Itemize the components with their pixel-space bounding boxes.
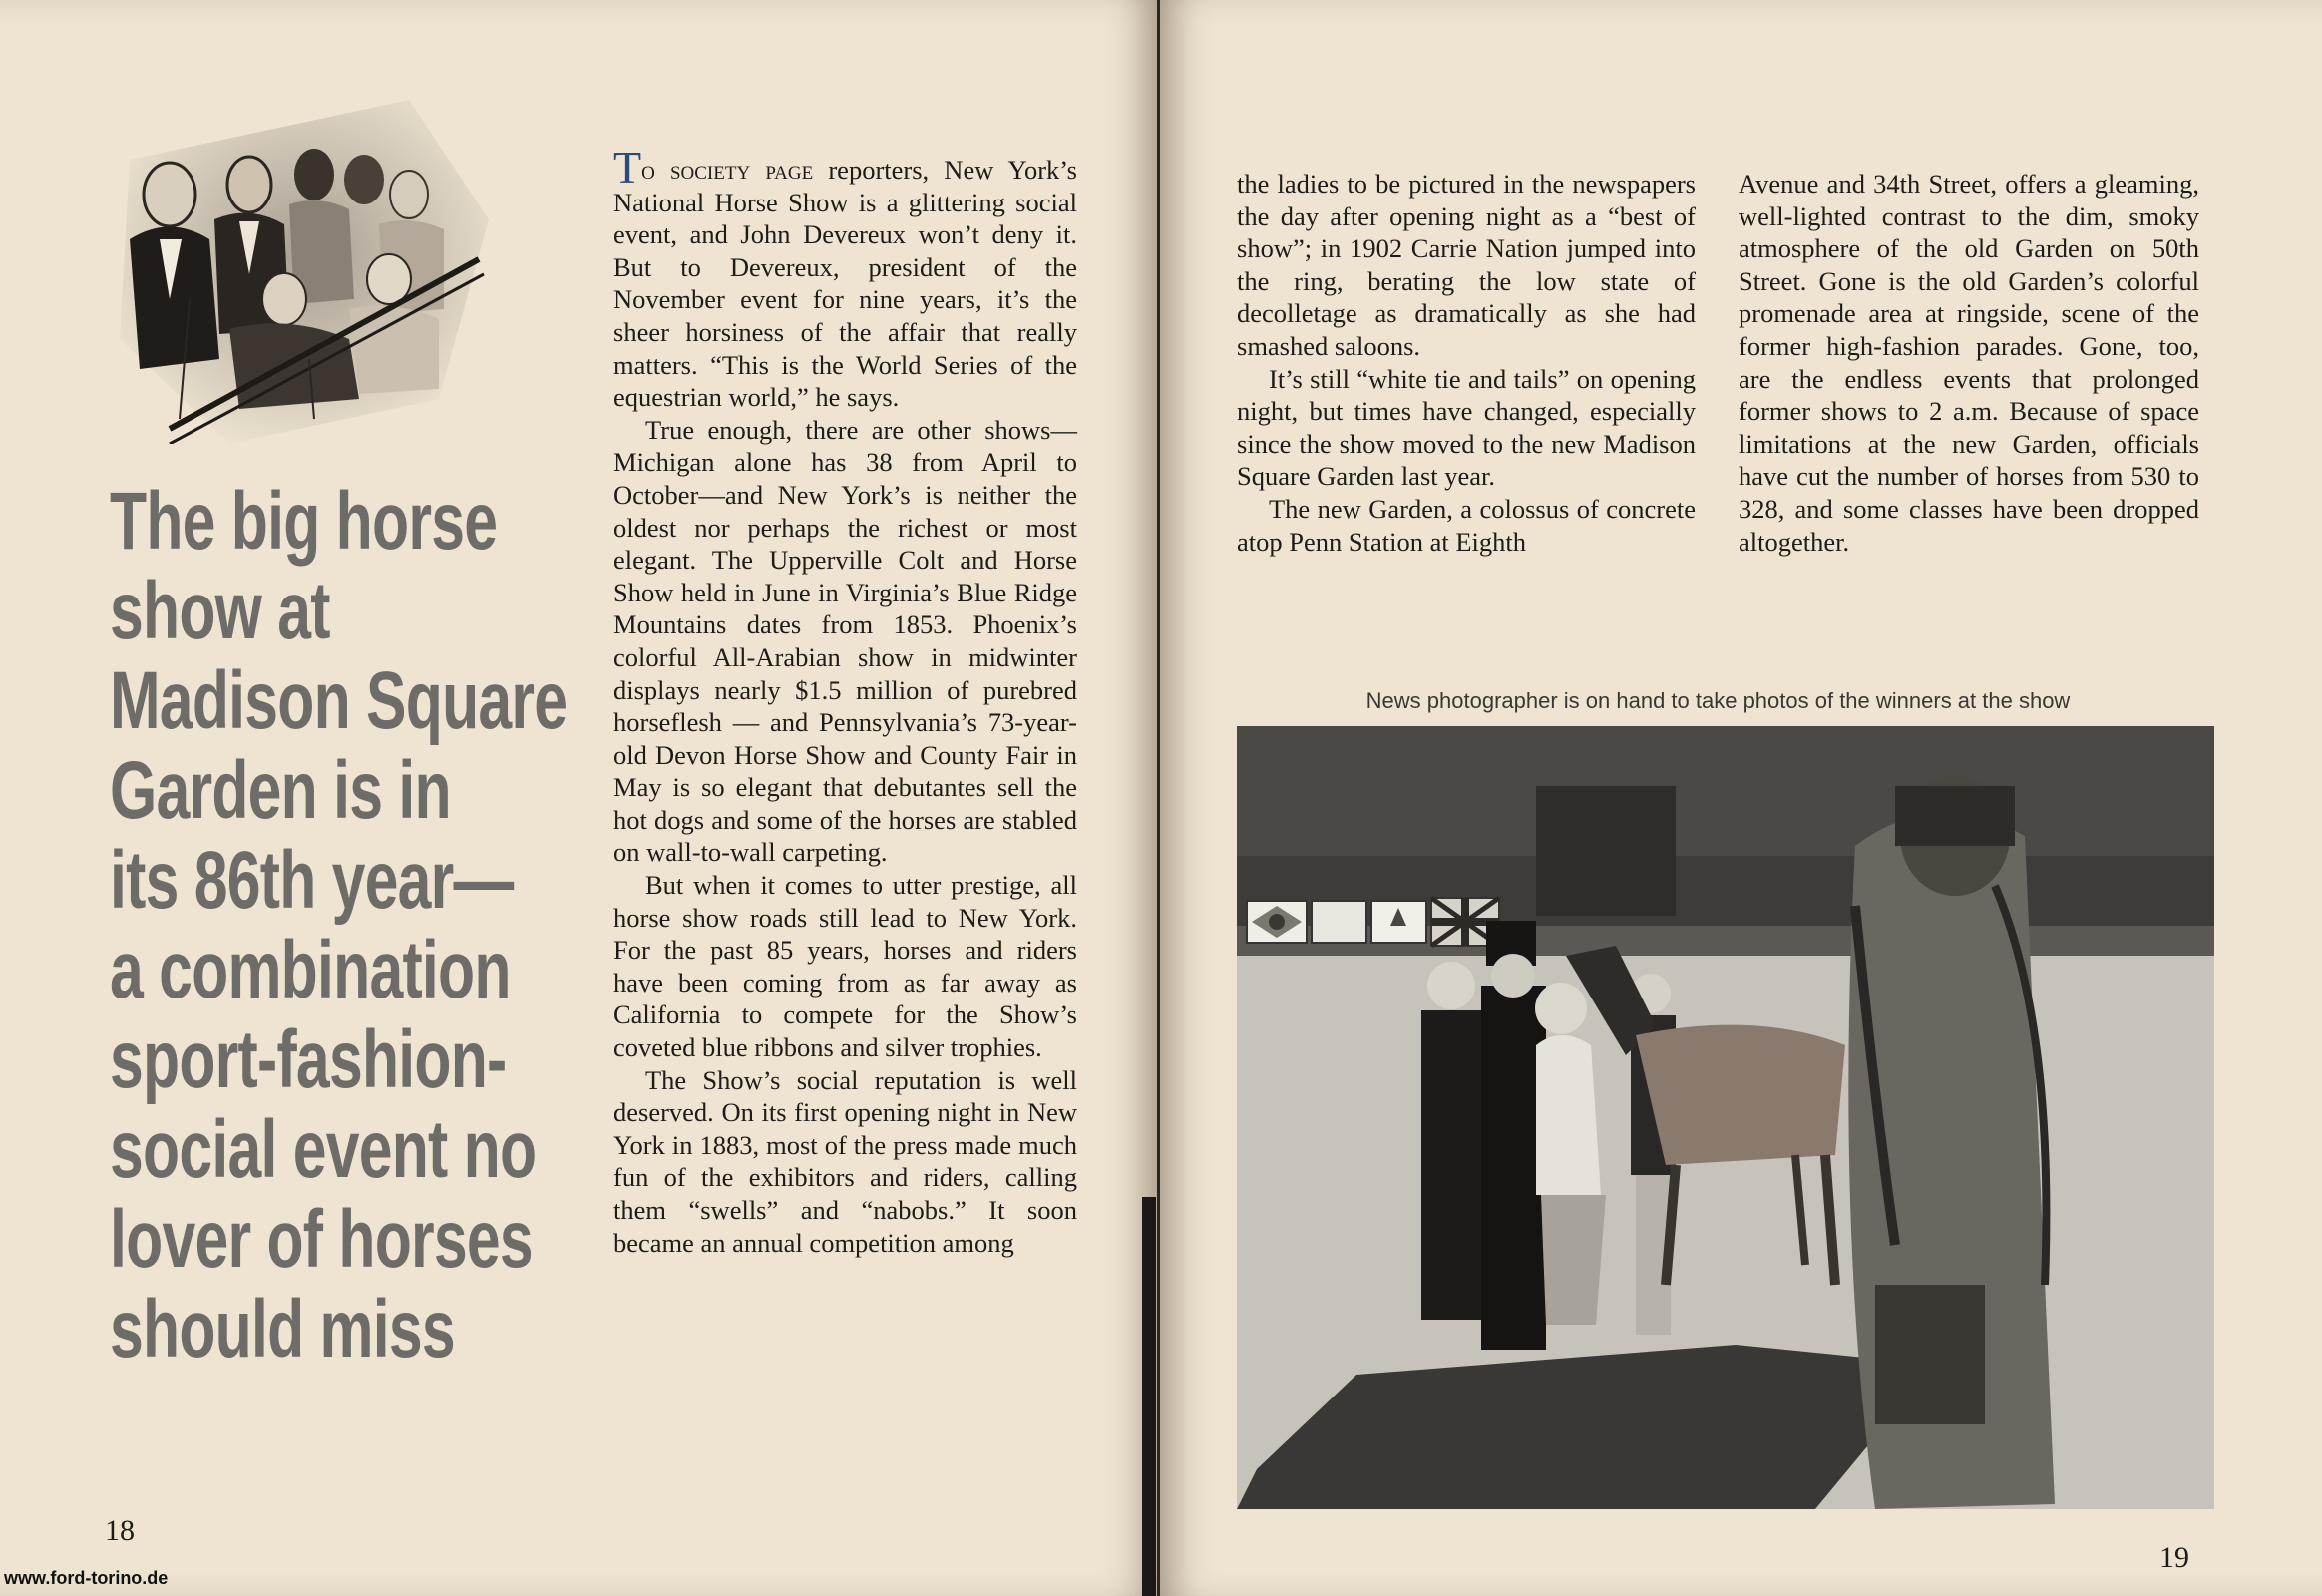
article-paragraph: But when it comes to utter prestige, all horse show roads still lead to New York. For the past 85 years, horses and riders have been coming from as far away as California to compete for the Show’s coveted blue ribbons and silver trophies.	[613, 870, 1077, 1063]
headline-line: sport-fashion-	[110, 1014, 507, 1105]
watermark: www.ford-torino.de	[4, 1568, 169, 1588]
article-column-2	[1237, 168, 1696, 558]
article-paragraph: Avenue and 34th Street, offers a gleaming, well-lighted contrast to the dim, smoky atmosphere of the old Garden on 50th Street. Gone is the old Garden’s colorful promenade area at ringside, scene of the former high-fashion parades. Gone, too, are the endless events that prolonged former shows to 2 a.m. Because of space limitations at the new Garden, officials have cut the number of horses from 530 to 328, and some classes have been dropped altogether.	[1739, 169, 2199, 557]
page-number-left: 18	[105, 1514, 135, 1547]
article-paragraph: The new Garden, a colossus of concrete atop Penn Station at Eighth	[1237, 493, 1696, 557]
article-paragraph: The Show’s social reputation is well deserved. On its first opening night in New York in 1883, most of the press made much fun of the exhibitors and riders, calling them “swells” and “nabobs.” It soon became an annual competition among	[613, 1064, 1077, 1258]
article-column-1	[613, 142, 1077, 1259]
drop-cap: T	[613, 142, 642, 193]
headline	[110, 476, 568, 1375]
article-paragraph	[613, 142, 1077, 414]
headline-line: a combination	[110, 925, 511, 1015]
article-column-3	[1739, 168, 2199, 558]
article-paragraph: the ladies to be pictured in the newspapers the day after opening night as a “best of show”; in 1902 Carrie Nation jumped into the ring, berating the low state of decolletage as dramatically as she had smashed saloons.	[1237, 169, 1696, 361]
lead-smallcaps: o society page	[641, 155, 814, 185]
headline-line: lover of horses	[110, 1194, 533, 1285]
horse-show-photo-illustration	[1237, 726, 2214, 1509]
page-number-right: 19	[2159, 1541, 2189, 1574]
page-gutter	[1142, 1197, 1156, 1596]
headline-line: Garden is in	[110, 745, 451, 836]
headline-line: The big horse	[110, 476, 498, 567]
photo-caption: News photographer is on hand to take photos of the winners at the show	[1365, 688, 2071, 713]
headline-line: social event no	[110, 1104, 537, 1195]
headline-line: its 86th year—	[110, 835, 514, 926]
lead-text: reporters, New York’s National Horse Show is a glittering social event, and John Devereux won’t deny it. But to Devereux, president of the November event for nine years, it’s the sheer horsiness of the affair that really matters. “This is the World Series of the equestrian world,” he says.	[613, 155, 1077, 413]
left-page	[0, 0, 1157, 1596]
headline-line: show at	[110, 566, 330, 656]
opera-audience-illustration	[110, 100, 489, 444]
headline-line: Madison Square	[110, 655, 568, 746]
headline-line: should miss	[110, 1284, 455, 1375]
article-paragraph: True enough, there are other shows—Michigan alone has 38 from April to October—and New York’s is neither the oldest nor perhaps the richest or most elegant. The Upperville Colt and Horse Show held in June in Virginia’s Blue Ridge Mountains dates from 1853. Phoenix’s colorful All-Arabian show in midwinter displays nearly $1.5 million of purebred horseflesh — and Pennsylvania’s 73-year-old Devon Horse Show and County Fair in May is so elegant that debutantes sell the hot dogs and some of the horses are stabled on wall-to-wall carpeting.	[613, 414, 1077, 868]
article-paragraph: It’s still “white tie and tails” on opening night, but times have changed, especially since the show moved to the new Madison Square Garden last year.	[1237, 363, 1696, 492]
